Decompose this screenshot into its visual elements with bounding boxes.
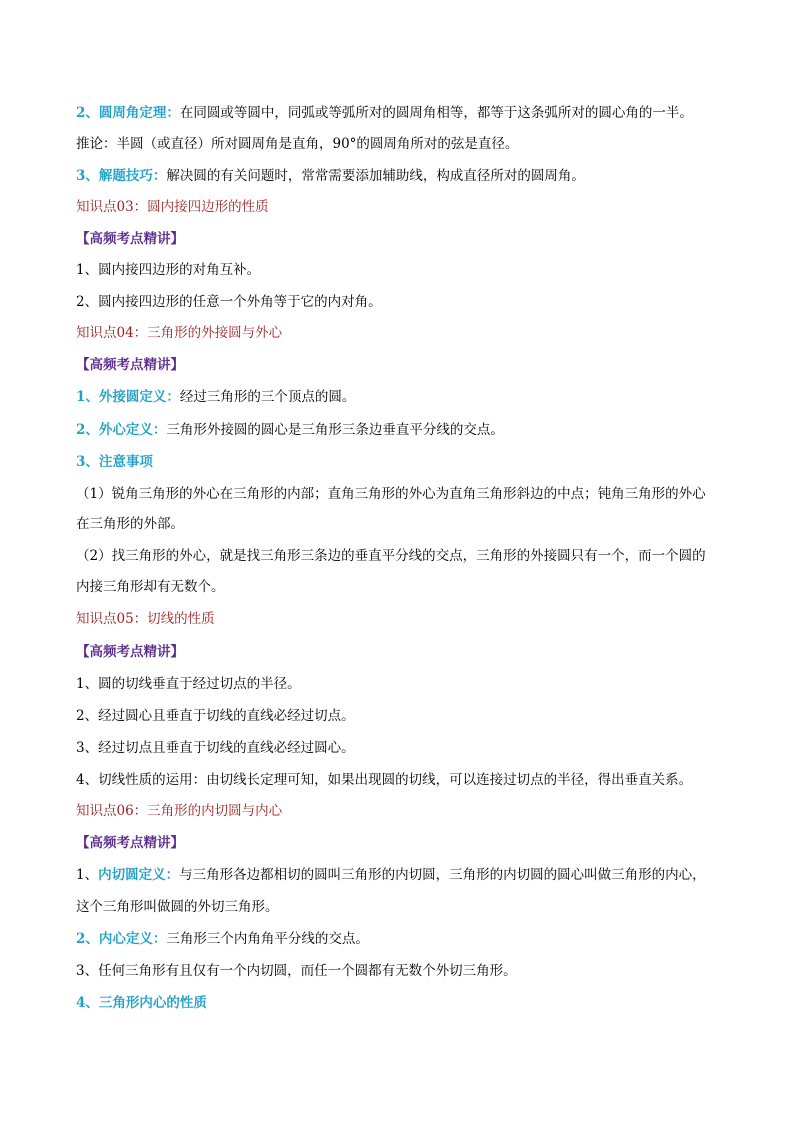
line-text: 1、圆的切线垂直于经过切点的半径。 (76, 676, 301, 692)
text-line (76, 994, 736, 1012)
text-line (76, 388, 736, 406)
line-text: 三角形三个内角角平分线的交点。 (166, 931, 369, 947)
text-line (76, 707, 736, 725)
term-label: 注意事项 (98, 454, 153, 470)
term-label: 内切圆定义： (98, 867, 180, 883)
section-heading: 知识点06：三角形的内切圆与内心 (76, 803, 283, 819)
section-tag: 【高频考点精讲】 (76, 231, 184, 247)
section-heading: 知识点03：圆内接四边形的性质 (76, 199, 269, 215)
text-line (76, 421, 736, 439)
text-line (76, 261, 736, 279)
section-heading: 知识点04：三角形的外接圆与外心 (76, 325, 283, 341)
text-line (76, 962, 736, 980)
item-number: 1、 (76, 867, 99, 883)
term-label: 外心定义： (98, 422, 167, 438)
section-tag: 【高频考点精讲】 (76, 835, 184, 851)
text-line (76, 135, 736, 153)
line-text: 2、圆内接四边形的任意一个外角等于它的内对角。 (76, 294, 382, 310)
line-text: 推论：半圆（或直径）所对圆周角是直角，90°的圆周角所对的弦是直径。 (76, 136, 519, 152)
text-line (76, 453, 736, 471)
line-text: 三角形外接圆的圆心是三角形三条边垂直平分线的交点。 (166, 422, 504, 438)
section-tag: 【高频考点精讲】 (76, 644, 184, 660)
item-number: 1、 (76, 389, 99, 405)
item-number: 3、 (76, 168, 99, 184)
section-heading: 知识点05：切线的性质 (76, 611, 215, 627)
line-text: 3、任何三角形有且仅有一个内切圆，而任一个圆都有无数个外切三角形。 (76, 963, 517, 979)
text-line (76, 578, 736, 596)
line-text: 3、经过切点且垂直于切线的直线必经过圆心。 (76, 740, 355, 756)
text-line (76, 104, 736, 122)
text-line (76, 866, 736, 884)
text-line (76, 739, 736, 757)
item-number: 3、 (76, 454, 99, 470)
text-line (76, 771, 736, 789)
line-text: 1、圆内接四边形的对角互补。 (76, 262, 261, 278)
line-text: 与三角形各边都相切的圆叫三角形的内切圆，三角形的内切圆的圆心叫做三角形的内心， (179, 867, 706, 883)
text-line (76, 547, 736, 565)
line-text: 在同圆或等圆中，同弧或等弧所对的圆周角相等，都等于这条弧所对的圆心角的一半。 (179, 105, 693, 121)
line-text: （2）找三角形的外心，就是找三角形三条边的垂直平分线的交点，三角形的外接圆只有一个，而一个圆的 (76, 548, 706, 564)
term-label: 圆周角定理： (98, 105, 180, 121)
item-number: 4、 (76, 995, 99, 1011)
line-text: 这个三角形叫做圆的外切三角形。 (76, 899, 279, 915)
line-text: 2、经过圆心且垂直于切线的直线必经过切点。 (76, 708, 355, 724)
line-text: 解决圆的有关问题时，常常需要添加辅助线，构成直径所对的圆周角。 (166, 168, 585, 184)
line-text: 经过三角形的三个顶点的圆。 (179, 389, 356, 405)
line-text: （1）锐角三角形的外心在三角形的内部；直角三角形的外心为直角三角形斜边的中点；钝角三角形的外心 (76, 486, 706, 502)
line-text: 内接三角形却有无数个。 (76, 579, 225, 595)
text-line (76, 675, 736, 693)
term-label: 三角形内心的性质 (98, 995, 207, 1011)
text-line (76, 515, 736, 533)
text-line (76, 485, 736, 503)
text-line (76, 930, 736, 948)
line-text: 4、切线性质的运用：由切线长定理可知，如果出现圆的切线，可以连接过切点的半径，得出垂直关系。 (76, 772, 693, 788)
term-label: 内心定义： (98, 931, 167, 947)
section-tag: 【高频考点精讲】 (76, 357, 184, 373)
line-text: 在三角形的外部。 (76, 516, 184, 532)
text-line (76, 293, 736, 311)
term-label: 外接圆定义： (98, 389, 180, 405)
item-number: 2、 (76, 105, 99, 121)
item-number: 2、 (76, 422, 99, 438)
item-number: 2、 (76, 931, 99, 947)
text-line (76, 898, 736, 916)
text-line (76, 167, 736, 185)
term-label: 解题技巧： (98, 168, 167, 184)
